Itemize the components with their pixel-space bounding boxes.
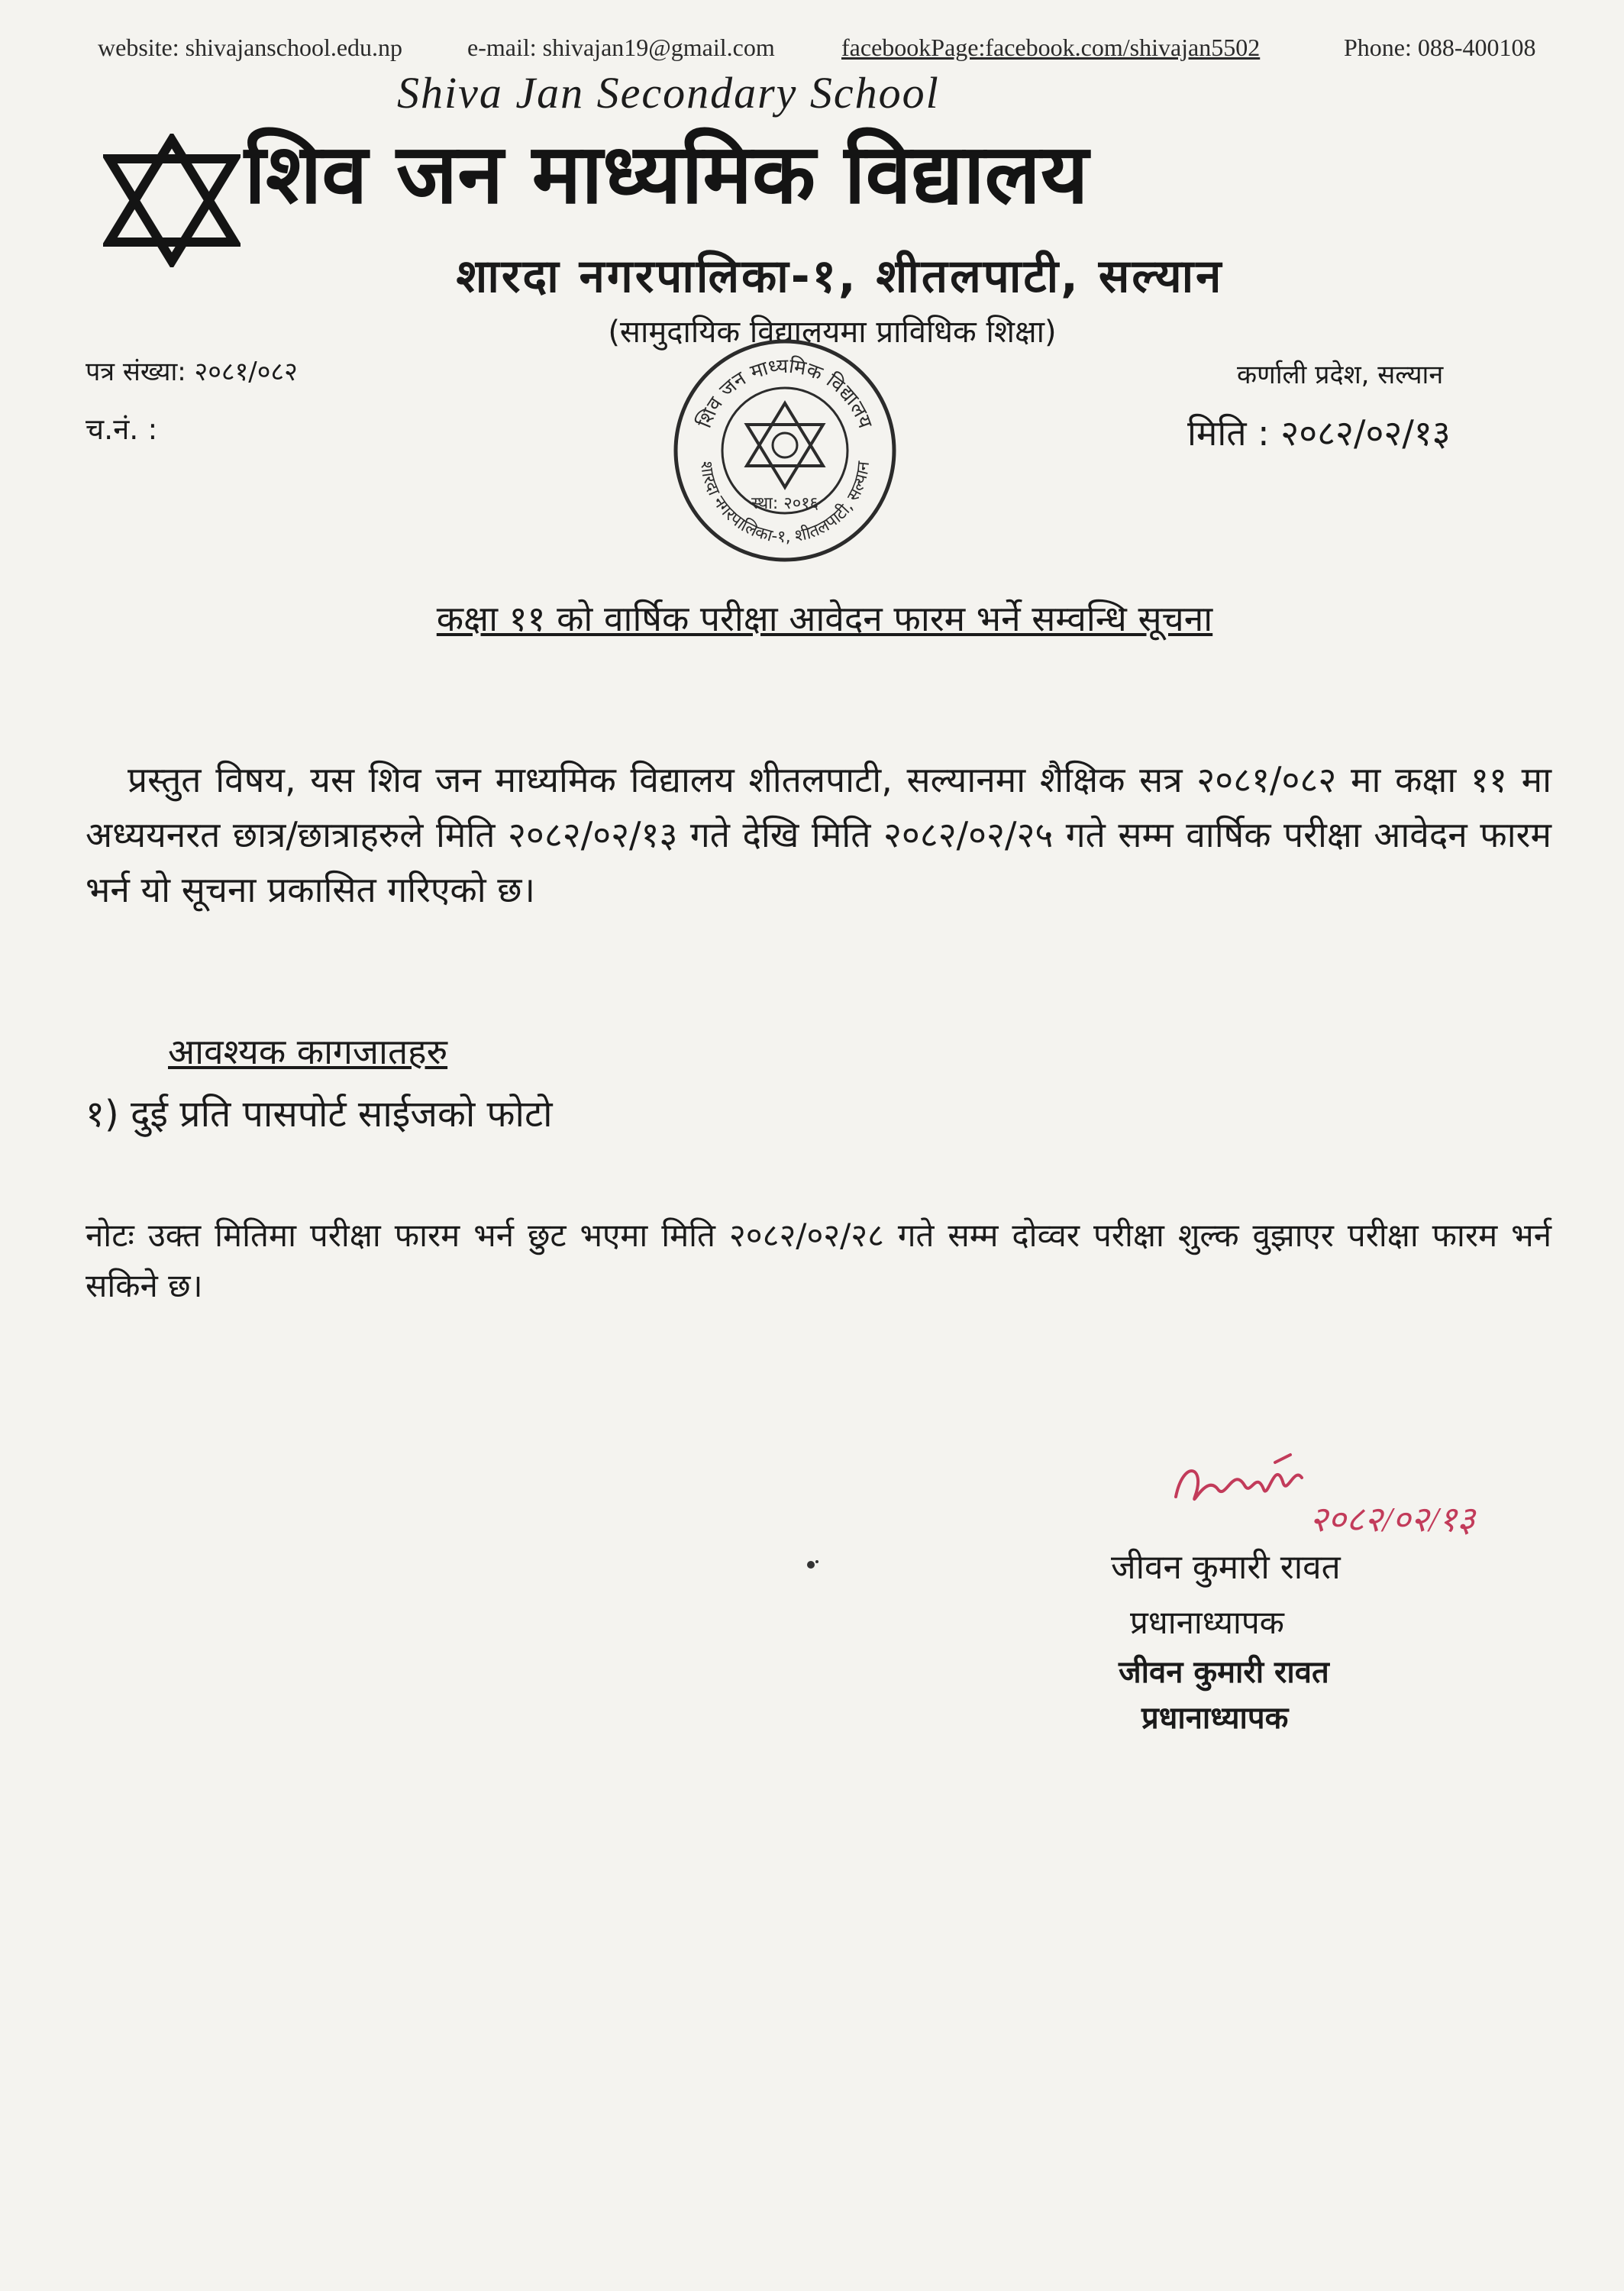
email-text: e-mail: shivajan19@gmail.com bbox=[467, 34, 775, 61]
phone-text: Phone: 088-400108 bbox=[1344, 34, 1536, 61]
documents-heading: आवश्यक कागजातहरु bbox=[168, 1031, 448, 1072]
province-text: कर्णाली प्रदेश, सल्यान bbox=[1237, 360, 1444, 390]
facebook-text: facebookPage:facebook.com/shivajan5502 bbox=[841, 34, 1261, 61]
signatory-name: जीवन कुमारी रावत bbox=[1111, 1548, 1341, 1587]
signature-date: २०८२/०२/१३ bbox=[1309, 1500, 1475, 1539]
notice-subject: कक्षा ११ को वार्षिक परीक्षा आवेदन फारम भर्ने सम्वन्धि सूचना bbox=[436, 598, 1213, 639]
notice-note: नोटः उक्त मितिमा परीक्षा फारम भर्न छुट भएमा मिति २०८२/०२/२८ गते सम्म दोव्वर परीक्षा शुल्क वुझाएर परीक्षा फारम भर्न सकिने छ। bbox=[86, 1217, 1551, 1304]
documents-item: १) दुई प्रति पासपोर्ट साईजको फोटो bbox=[86, 1093, 553, 1136]
stamp-top-text: शिव जन माध्यमिक विद्यालय bbox=[693, 354, 877, 431]
reference-number: च.नं. : bbox=[86, 412, 158, 446]
school-tagline: (सामुदायिक विद्यालयमा प्राविधिक शिक्षा) bbox=[608, 315, 1057, 350]
notice-body-text: प्रस्तुत विषय, यस शिव जन माध्यमिक विद्यालय शीतलपाटी, सल्यानमा शैक्षिक सत्र २०८१/०८२ मा कक्षा ११ मा अध्ययनरत छात्र/छात्राहरुले मिति २०८२/०२/१३ गते देखि मिति २०८२/०२/२५ गते सम्म वार्षिक परीक्षा आवेदन फारम भर्न यो सूचना प्रकासित गरिएको छ। bbox=[86, 759, 1551, 910]
name-stamp: जीवन कुमारी रावत bbox=[1119, 1655, 1329, 1690]
letter-number: पत्र संख्या: २०८१/०८२ bbox=[86, 357, 298, 387]
ink-smudge bbox=[802, 1554, 825, 1577]
school-english-name: Shiva Jan Secondary School bbox=[397, 68, 940, 118]
notice-body bbox=[86, 752, 1551, 917]
school-seal-stamp bbox=[670, 336, 899, 565]
school-nepali-name: शिव जन माध्यमिक विद्यालय bbox=[244, 127, 1089, 222]
svg-text:शिव जन माध्यमिक विद्यालय bbox=[693, 354, 877, 432]
contact-bar bbox=[0, 29, 1624, 72]
letter-date: मिति : २०८२/०२/१३ bbox=[1187, 412, 1451, 454]
signatory-title: प्रधानाध्यापक bbox=[1130, 1604, 1284, 1641]
stamp-bottom-text: शारदा नगरपालिका-१, शीतलपाटी, सल्यान bbox=[696, 460, 874, 548]
handwritten-signature bbox=[1161, 1443, 1558, 1558]
stamp-established: स्था: २०१६ bbox=[751, 494, 819, 513]
website-text: website: shivajanschool.edu.np bbox=[98, 34, 403, 61]
deity-emblem-icon bbox=[773, 433, 797, 457]
school-address: शारदा नगरपालिका-१, शीतलपाटी, सल्यान bbox=[456, 250, 1224, 303]
title-stamp: प्रधानाध्यापक bbox=[1141, 1701, 1289, 1736]
